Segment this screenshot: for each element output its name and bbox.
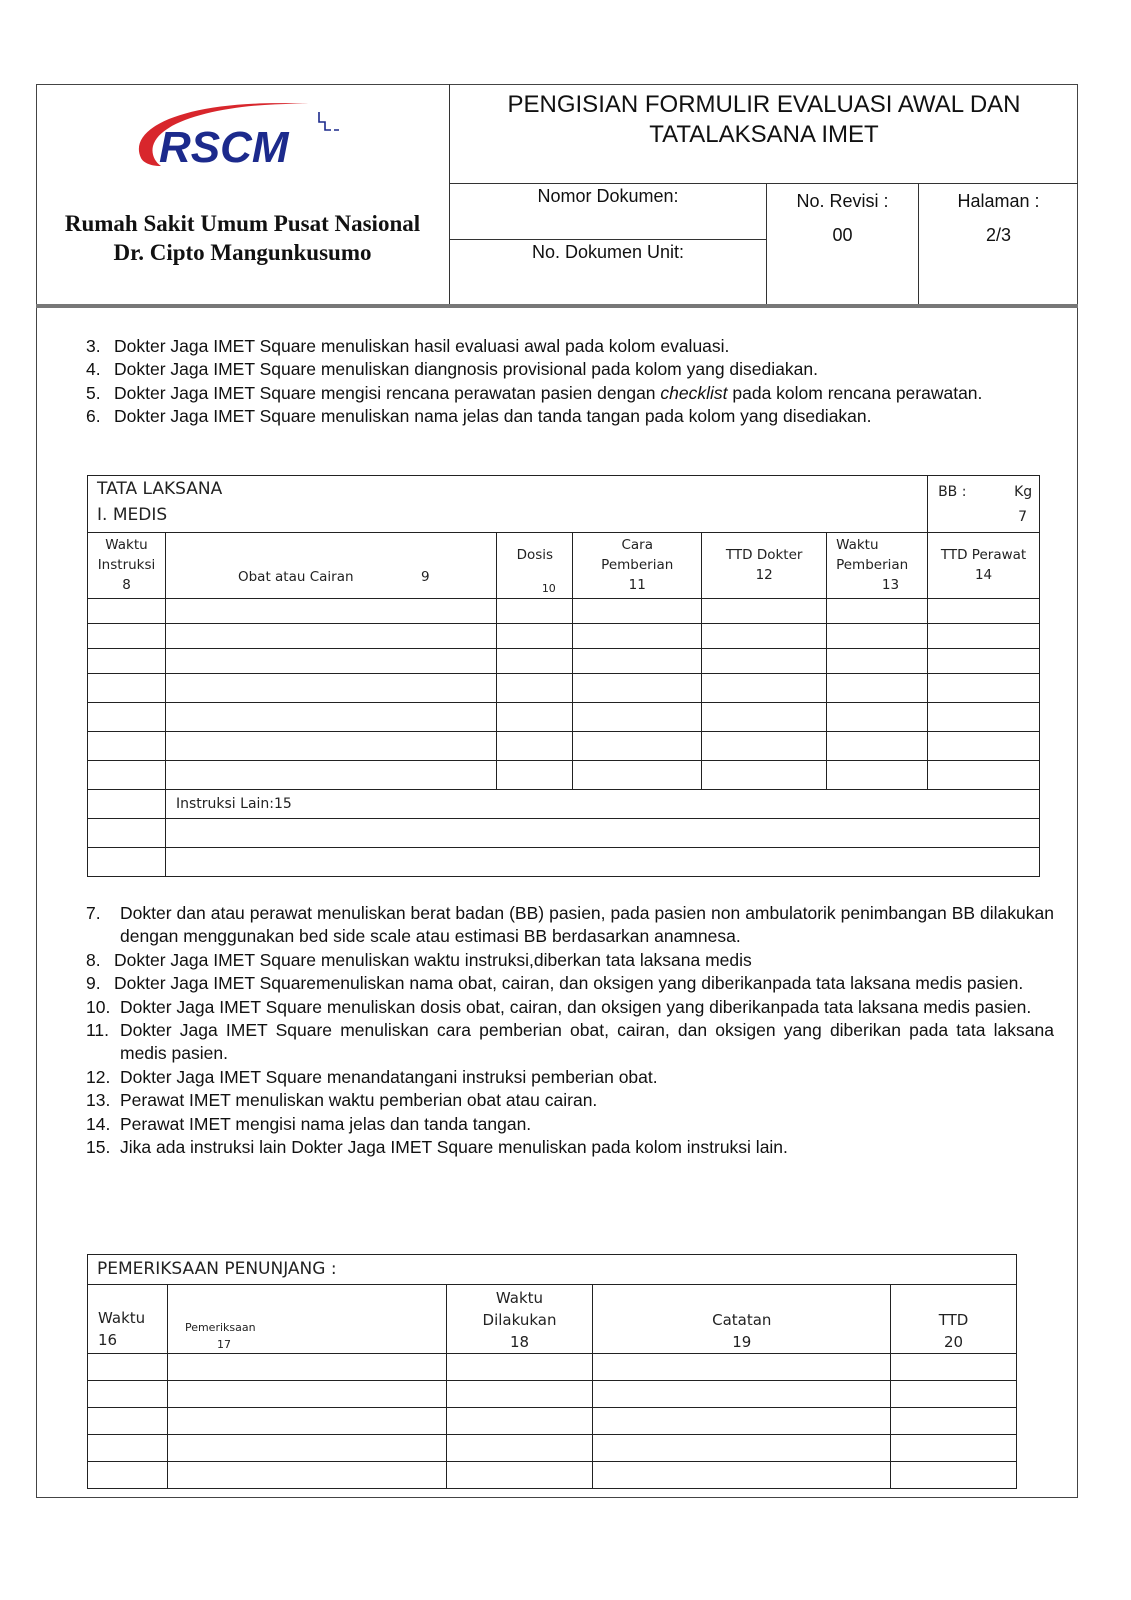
col-pemeriksaan xyxy=(167,1285,446,1354)
examination-cell[interactable] xyxy=(593,1435,891,1462)
column-ref: 14 xyxy=(974,567,993,583)
examination-row xyxy=(88,1435,1017,1462)
examination-cell[interactable] xyxy=(891,1381,1017,1408)
no-revisi-value: 00 xyxy=(832,225,853,245)
examination-cell[interactable] xyxy=(167,1435,446,1462)
medication-row xyxy=(88,649,1040,674)
medication-cell[interactable] xyxy=(88,674,166,703)
medication-cell[interactable] xyxy=(497,674,573,703)
other-instruction-time-cell[interactable] xyxy=(88,819,166,848)
column-ref: 11 xyxy=(628,577,646,593)
medication-cell[interactable] xyxy=(928,674,1040,703)
step-number: 8. xyxy=(86,949,101,970)
medication-cell[interactable] xyxy=(497,703,573,732)
column-label: Cara Pemberian xyxy=(601,537,674,573)
step-text: Dokter Jaga IMET Squaremenuliskan nama obat, cairan, dan oksigen yang diberikanpada tata laksana medis pasien. xyxy=(114,973,1024,994)
examination-cell[interactable] xyxy=(88,1381,168,1408)
no-revisi-label: No. Revisi : xyxy=(796,191,889,211)
step-item xyxy=(86,1136,1054,1159)
column-ref: 8 xyxy=(122,577,131,593)
medication-cell[interactable] xyxy=(573,599,702,624)
tata-laksana-title: TATA LAKSANA xyxy=(97,479,223,499)
examination-cell[interactable] xyxy=(446,1354,593,1381)
title-line2: TATALAKSANA IMET xyxy=(649,121,879,148)
medication-cell[interactable] xyxy=(165,761,496,790)
column-label: Pemeriksaan xyxy=(184,1321,256,1334)
column-label: TTD xyxy=(938,1311,969,1329)
medication-cell[interactable] xyxy=(928,649,1040,674)
step-number: 11. xyxy=(86,1020,110,1041)
pemeriksaan-penunjang-table xyxy=(87,1254,1017,1489)
medication-cell[interactable] xyxy=(827,732,928,761)
examination-cell[interactable] xyxy=(446,1462,593,1489)
medication-cell[interactable] xyxy=(165,732,496,761)
col-ttd-perawat xyxy=(928,533,1040,599)
medication-cell[interactable] xyxy=(165,649,496,674)
document-header xyxy=(36,84,1078,307)
column-ref: 10 xyxy=(541,582,556,595)
examination-cell[interactable] xyxy=(446,1408,593,1435)
step-text: Dokter dan atau perawat menuliskan berat badan (BB) pasien, pada pasien non ambulatorik penimbangan BB dilakukan dengan menggunakan bed side scale atau estimasi BB berdasarkan anamnesa. xyxy=(120,903,1054,947)
medication-cell[interactable] xyxy=(702,599,827,624)
document-title xyxy=(450,84,1078,184)
hospital-name-line2: Dr. Cipto Mangunkusumo xyxy=(113,240,372,265)
medication-cell[interactable] xyxy=(827,649,928,674)
examination-cell[interactable] xyxy=(88,1462,168,1489)
step-item xyxy=(86,996,1054,1019)
other-instruction-text-cell[interactable] xyxy=(165,848,1039,877)
examination-row xyxy=(88,1381,1017,1408)
step-text: Dokter Jaga IMET Square menuliskan cara pemberian obat, cairan, dan oksigen yang diberikan pada tata laksana medis pasien. xyxy=(120,1020,1054,1064)
column-label: Waktu Pemberian xyxy=(836,537,909,573)
no-dokumen-unit-cell xyxy=(450,240,767,307)
penunjang-title: PEMERIKSAAN PENUNJANG : xyxy=(88,1255,1017,1285)
step-number: 12. xyxy=(86,1066,111,1087)
bb-field[interactable] xyxy=(928,476,1040,533)
examination-row xyxy=(88,1462,1017,1489)
halaman-cell xyxy=(919,184,1078,307)
step-item xyxy=(86,1089,1054,1112)
medication-cell[interactable] xyxy=(573,674,702,703)
other-instructions-header-row xyxy=(88,790,1040,819)
medication-cell[interactable] xyxy=(573,732,702,761)
column-label: Obat atau Cairan xyxy=(237,569,354,585)
step-text: Dokter Jaga IMET Square menuliskan nama jelas dan tanda tangan pada kolom yang disediakan. xyxy=(114,405,872,426)
logo-mark xyxy=(319,112,339,130)
step-text: Jika ada instruksi lain Dokter Jaga IMET Square menuliskan pada kolom instruksi lain. xyxy=(120,1137,788,1158)
medication-cell[interactable] xyxy=(497,761,573,790)
step-item xyxy=(86,405,1054,428)
column-label: TTD Perawat xyxy=(940,547,1027,563)
no-dokumen-unit-label: No. Dokumen Unit: xyxy=(531,242,685,262)
step-number: 9. xyxy=(86,973,101,994)
step-item xyxy=(86,1113,1054,1136)
medication-cell[interactable] xyxy=(497,649,573,674)
step-text: Dokter Jaga IMET Square menuliskan diangnosis provisional pada kolom yang disediakan. xyxy=(114,359,818,380)
no-revisi-cell xyxy=(767,184,919,307)
step-item xyxy=(86,382,1054,405)
medication-row xyxy=(88,599,1040,624)
step-item xyxy=(86,972,1054,995)
column-ref: 20 xyxy=(944,1333,964,1351)
col-obat-atau-cairan xyxy=(165,533,496,599)
step-number: 13. xyxy=(86,1090,111,1111)
column-ref: 13 xyxy=(881,577,900,593)
medication-cell[interactable] xyxy=(702,732,827,761)
step-number: 7. xyxy=(86,903,101,923)
medication-cell[interactable] xyxy=(88,599,166,624)
medication-cell[interactable] xyxy=(702,761,827,790)
rscm-logo xyxy=(131,96,341,176)
nomor-dokumen-cell xyxy=(450,184,767,240)
medication-cell[interactable] xyxy=(573,703,702,732)
bb-ref-number: 7 xyxy=(1018,509,1027,525)
column-label: Waktu xyxy=(98,1309,146,1327)
col-waktu-instruksi xyxy=(88,533,166,599)
step-item xyxy=(86,1019,1054,1066)
examination-cell[interactable] xyxy=(446,1435,593,1462)
steps-list-part1 xyxy=(86,335,1054,428)
tata-laksana-title-cell xyxy=(88,476,928,533)
medication-cell[interactable] xyxy=(165,599,496,624)
medication-cell[interactable] xyxy=(702,649,827,674)
medication-cell[interactable] xyxy=(165,674,496,703)
medication-cell[interactable] xyxy=(88,649,166,674)
col-catatan xyxy=(593,1285,891,1354)
step-number: 15. xyxy=(86,1137,111,1158)
column-label: Waktu Instruksi xyxy=(97,537,156,573)
examination-cell[interactable] xyxy=(167,1354,446,1381)
col-ttd xyxy=(891,1285,1017,1354)
examination-cell[interactable] xyxy=(593,1354,891,1381)
column-label: TTD Dokter xyxy=(725,547,803,563)
step-number: 14. xyxy=(86,1113,111,1134)
hospital-name xyxy=(36,209,449,267)
step-text-part: Dokter Jaga IMET Square mengisi rencana perawatan pasien dengan xyxy=(114,382,661,403)
steps-list-part2 xyxy=(86,902,1054,1159)
tata-laksana-header-row xyxy=(88,533,1040,599)
step-text: Dokter Jaga IMET Square menuliskan waktu instruksi,diberkan tata laksana medis xyxy=(114,949,752,970)
examination-cell[interactable] xyxy=(446,1381,593,1408)
col-waktu xyxy=(88,1285,168,1354)
nomor-dokumen-label: Nomor Dokumen: xyxy=(537,186,679,206)
medication-cell[interactable] xyxy=(827,599,928,624)
examination-cell[interactable] xyxy=(167,1408,446,1435)
halaman-value: 2/3 xyxy=(985,225,1012,245)
other-instruction-row xyxy=(88,848,1040,877)
medication-cell[interactable] xyxy=(702,674,827,703)
col-ttd-dokter xyxy=(702,533,827,599)
medication-cell[interactable] xyxy=(88,732,166,761)
other-instruction-text-cell[interactable] xyxy=(165,819,1039,848)
step-text xyxy=(114,382,1054,405)
medication-row xyxy=(88,624,1040,649)
medication-cell[interactable] xyxy=(165,624,496,649)
step-text: Dokter Jaga IMET Square menuliskan hasil evaluasi awal pada kolom evaluasi. xyxy=(114,336,730,356)
medication-cell[interactable] xyxy=(88,761,166,790)
logo-text: RSCM xyxy=(159,123,289,172)
other-instruction-time-cell[interactable] xyxy=(88,790,166,819)
medication-cell[interactable] xyxy=(827,703,928,732)
medication-cell[interactable] xyxy=(928,732,1040,761)
tata-laksana-table xyxy=(87,475,1040,877)
halaman-label: Halaman : xyxy=(957,191,1040,211)
examination-cell[interactable] xyxy=(891,1435,1017,1462)
step-text: Dokter Jaga IMET Square menuliskan dosis obat, cairan, dan oksigen yang diberikanpada tata laksana medis pasien. xyxy=(120,996,1032,1017)
step-text: Perawat IMET mengisi nama jelas dan tanda tangan. xyxy=(120,1113,532,1134)
medication-cell[interactable] xyxy=(165,703,496,732)
column-ref: 9 xyxy=(420,569,430,585)
step-text-italic: checklist xyxy=(660,382,728,403)
step-text: Dokter Jaga IMET Square menandatangani instruksi pemberian obat. xyxy=(120,1066,658,1087)
step-number: 4. xyxy=(86,359,101,380)
medication-cell[interactable] xyxy=(827,674,928,703)
examination-row xyxy=(88,1354,1017,1381)
column-label: Waktu Dilakukan xyxy=(482,1289,557,1329)
step-number: 10. xyxy=(86,996,111,1017)
header-divider xyxy=(36,304,1078,308)
medication-cell[interactable] xyxy=(702,703,827,732)
medication-cell[interactable] xyxy=(928,703,1040,732)
medication-cell[interactable] xyxy=(497,599,573,624)
medication-cell[interactable] xyxy=(573,624,702,649)
other-instructions-label: Instruksi Lain:15 xyxy=(165,790,1039,819)
examination-cell[interactable] xyxy=(88,1354,168,1381)
hospital-name-line1: Rumah Sakit Umum Pusat Nasional xyxy=(64,211,421,236)
column-ref: 19 xyxy=(732,1333,752,1351)
step-item xyxy=(86,358,1054,381)
penunjang-header-row xyxy=(88,1285,1017,1354)
step-text: Perawat IMET menuliskan waktu pemberian obat atau cairan. xyxy=(120,1090,598,1111)
medication-cell[interactable] xyxy=(827,624,928,649)
medication-cell[interactable] xyxy=(573,649,702,674)
medication-cell[interactable] xyxy=(573,761,702,790)
examination-cell[interactable] xyxy=(891,1354,1017,1381)
step-number: 5. xyxy=(86,382,101,403)
column-ref: 18 xyxy=(509,1333,530,1351)
medication-row xyxy=(88,761,1040,790)
medication-cell[interactable] xyxy=(88,624,166,649)
examination-cell[interactable] xyxy=(593,1381,891,1408)
column-label: Dosis xyxy=(516,547,554,563)
title-line1: PENGISIAN FORMULIR EVALUASI AWAL DAN xyxy=(507,91,1021,118)
col-waktu-dilakukan xyxy=(446,1285,593,1354)
step-number: 6. xyxy=(86,405,101,426)
examination-cell[interactable] xyxy=(167,1462,446,1489)
examination-cell[interactable] xyxy=(167,1381,446,1408)
column-ref: 12 xyxy=(755,567,773,583)
medication-row xyxy=(88,703,1040,732)
hospital-identity xyxy=(36,84,450,307)
step-text-part: pada kolom rencana perawatan. xyxy=(727,382,983,403)
column-ref: 17 xyxy=(216,1338,231,1351)
examination-cell[interactable] xyxy=(891,1462,1017,1489)
other-instruction-row xyxy=(88,819,1040,848)
examination-row xyxy=(88,1408,1017,1435)
bb-label: BB : xyxy=(938,484,967,500)
medication-cell[interactable] xyxy=(497,732,573,761)
bb-unit: Kg xyxy=(1014,484,1033,500)
step-item xyxy=(86,335,1054,358)
medication-cell[interactable] xyxy=(497,624,573,649)
step-number: 3. xyxy=(86,336,101,356)
examination-cell[interactable] xyxy=(593,1462,891,1489)
medication-cell[interactable] xyxy=(827,761,928,790)
examination-cell[interactable] xyxy=(891,1408,1017,1435)
medication-row xyxy=(88,732,1040,761)
step-item xyxy=(86,1066,1054,1089)
examination-cell[interactable] xyxy=(88,1408,168,1435)
medication-cell[interactable] xyxy=(928,624,1040,649)
medication-row xyxy=(88,674,1040,703)
column-ref: 16 xyxy=(98,1331,118,1349)
medication-cell[interactable] xyxy=(928,761,1040,790)
column-label: Catatan xyxy=(712,1311,772,1329)
col-dosis xyxy=(497,533,573,599)
medis-subtitle: I. MEDIS xyxy=(97,505,168,525)
step-item xyxy=(86,949,1054,972)
other-instruction-time-cell[interactable] xyxy=(88,848,166,877)
medication-cell[interactable] xyxy=(88,703,166,732)
examination-cell[interactable] xyxy=(88,1435,168,1462)
col-waktu-pemberian xyxy=(827,533,928,599)
examination-cell[interactable] xyxy=(593,1408,891,1435)
medication-cell[interactable] xyxy=(702,624,827,649)
medication-cell[interactable] xyxy=(928,599,1040,624)
step-item xyxy=(86,902,1054,949)
